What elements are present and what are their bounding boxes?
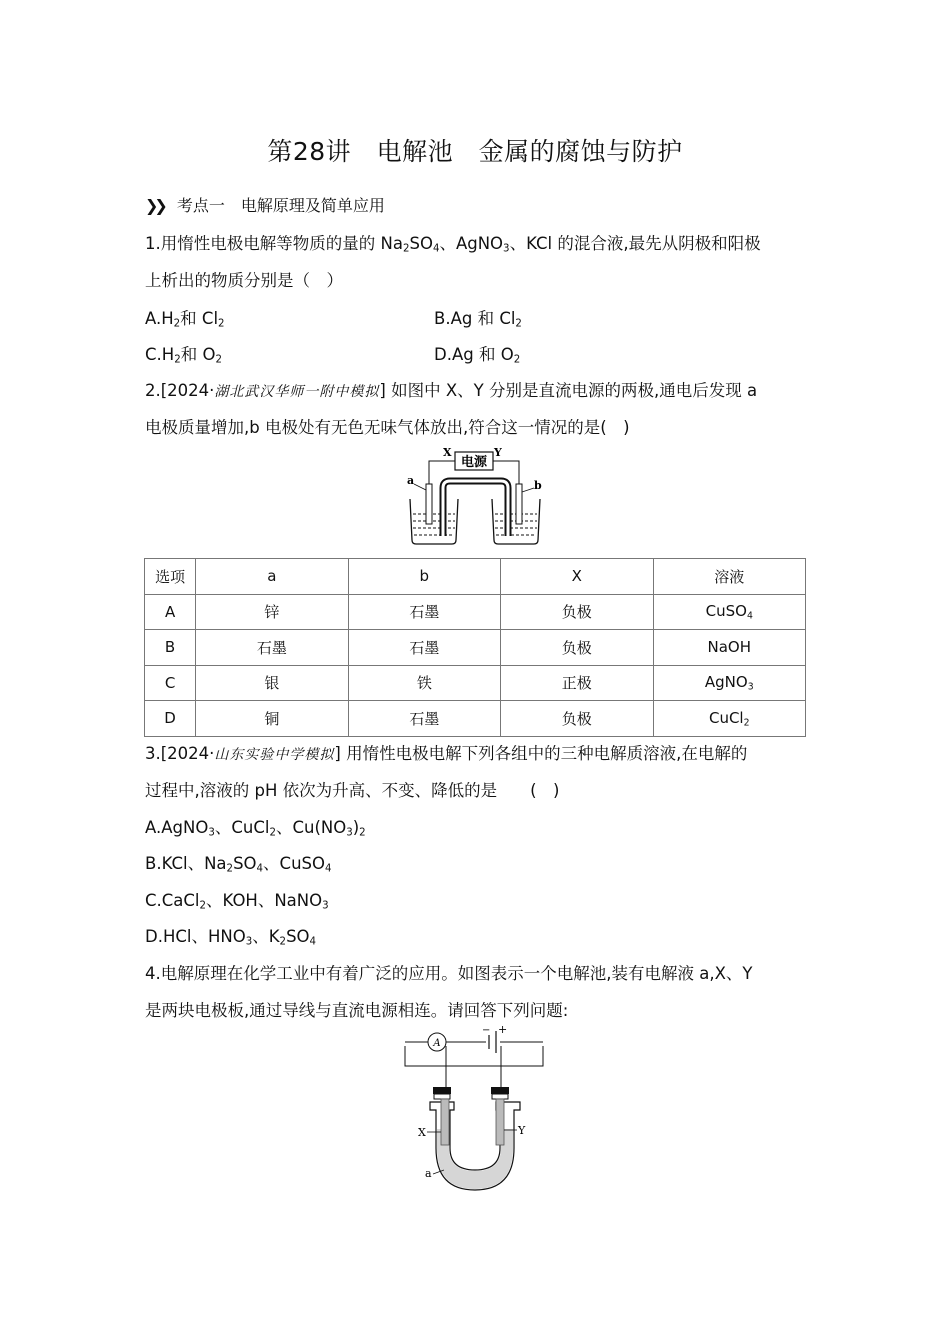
q4-stem-line1: 4.电解原理在化学工业中有着广泛的应用。如图表示一个电解池,装有电解液 a,X、Y (145, 964, 753, 983)
table-row: C 银 铁 正极 AgNO$_3$ (145, 665, 806, 701)
section-label: 考点一 电解原理及简单应用 (176, 196, 385, 215)
u-tube-electrolysis-figure (400, 1024, 552, 1194)
q1-stem-line1: 1.用惰性电极电解等物质的量的 $Na_2SO_4$、AgNO$_3$、KCl 的混合液,最先从阴极和阳极 (145, 234, 761, 255)
q3-option-a: A.AgNO$_3$、CuCl$_2$、$Cu(NO_3)_2$ (145, 818, 366, 839)
q2-stem-line2: 电极质量增加,b 电极处有无色无味气体放出,符合这一情况的是( ) (145, 418, 630, 437)
q1-option-b: B.Ag 和 $Cl_2$ (434, 309, 522, 330)
table-header-cell: X (501, 559, 653, 595)
q3-source: 山东实验中学模拟 (214, 747, 335, 763)
q3-stem-line1: 3.[2024·山东实验中学模拟] 用惰性电极电解下列各组中的三种电解质溶液,在电解的 (145, 744, 748, 763)
q2-options-table (144, 558, 806, 737)
q3-option-c: C.CaCl$_2$、KOH、NaNO$_3$ (145, 891, 329, 912)
table-row: B 石墨 石墨 负极 NaOH (145, 630, 806, 666)
table-header-cell: 溶液 (653, 559, 806, 595)
page-title: 第28讲 电解池 金属的腐蚀与防护 (267, 137, 683, 166)
table-header-cell: 选项 (145, 559, 196, 595)
section-marker-icon: ❯❯ (145, 196, 164, 215)
electrode-b-label: b (534, 479, 542, 492)
q1-option-a: $A.H_2$和 $Cl_2$ (145, 309, 225, 330)
table-row: A 锌 石墨 负极 CuSO$_4$ (145, 594, 806, 630)
power-label: 电源 (460, 455, 488, 470)
q4-stem-line2: 是两块电极板,通过导线与直流电源相连。请回答下列问题: (145, 1001, 569, 1020)
table-row: D 铜 石墨 负极 CuCl$_2$ (145, 701, 806, 737)
table-header-cell: b (348, 559, 500, 595)
electrolysis-beakers-figure (402, 444, 552, 548)
electrode-x-label: X (418, 1126, 426, 1139)
q3-stem-line2: 过程中,溶液的 pH 依次为升高、不变、降低的是 ( ) (145, 781, 560, 800)
table-header-cell: a (196, 559, 348, 595)
electrolyte-a-label: a (425, 1167, 432, 1180)
pole-y-label: Y (494, 446, 502, 459)
electrode-a-label: a (407, 474, 415, 487)
q1-option-c: $C.H_2$和 $O_2$ (145, 345, 222, 366)
ammeter-label: A (433, 1038, 441, 1049)
q2-stem-line1: 2.[2024·湖北武汉华师一附中模拟] 如图中 X、Y 分别是直流电源的两极,通电后发现 a (145, 381, 758, 400)
battery-plus-label: + (498, 1024, 508, 1036)
pole-x-label: X (443, 446, 452, 459)
q3-option-b: B.KCl、$Na_2SO_4$、CuSO$_4$ (145, 854, 332, 875)
table-header-row (145, 559, 806, 595)
q3-option-d: D.HCl、$HNO_3$、$K_2SO_4$ (145, 927, 317, 948)
battery-minus-label: − (482, 1025, 491, 1036)
section-heading (145, 193, 385, 216)
q1-stem-line2: 上析出的物质分别是（ ） (145, 271, 343, 290)
q1-option-d: D.Ag 和 $O_2$ (434, 345, 521, 366)
electrode-y-label: Y (518, 1124, 526, 1137)
q2-source: 湖北武汉华师一附中模拟 (214, 384, 380, 400)
